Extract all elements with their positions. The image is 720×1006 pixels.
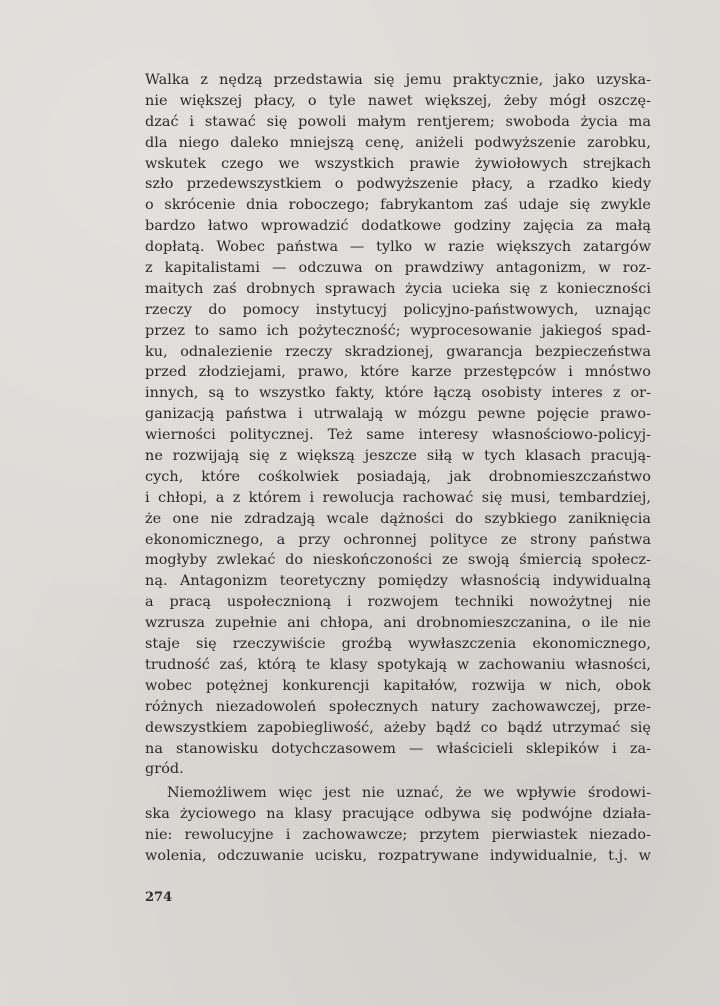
- text-line: ekonomicznego, a przy ochronnej polityce ze strony państwa: [145, 531, 651, 548]
- text-line: na stanowisku dotychczasowem — właścicieli sklepików i za-: [145, 740, 651, 757]
- text-line: wierności politycznej. Też same interesy własnościowo-policyj-: [145, 427, 651, 444]
- text-line: ganizacją państwa i utrwalają w mózgu pewne pojęcie prawo-: [145, 406, 651, 423]
- text-line: dla niego daleko mniejszą cenę, aniżeli podwyższenie zarobku,: [145, 134, 651, 151]
- text-line: różnych niezadowoleń społecznych natury zachowawczej, prze-: [145, 698, 651, 715]
- text-line: trudność zaś, którą te klasy spotykają w zachowaniu własności,: [145, 656, 651, 673]
- text-line: wobec potężnej konkurencji kapitałów, rozwija w nich, obok: [145, 677, 651, 694]
- text-line: dewszystkiem zapobiegliwość, ażeby bądź co bądź utrzymać się: [145, 719, 651, 736]
- text-line: szło przedewszystkiem o podwyższenie płacy, a rzadko kiedy: [145, 176, 651, 193]
- text-line: Walka z nędzą przedstawia się jemu praktycznie, jako uzyska-: [145, 72, 651, 88]
- text-line: o skrócenie dnia roboczego; fabrykantom zaś udaje się zwykle: [145, 197, 651, 214]
- text-line: ną. Antagonizm teoretyczny pomiędzy własnością indywidualną: [145, 573, 651, 590]
- text-line: mogłyby zwlekać do nieskończoności ze swoją śmiercią społecz-: [145, 552, 651, 569]
- paragraph-1: [145, 70, 651, 780]
- text-line: rzeczy do pomocy instytucyj policyjno-państwowych, uznając: [145, 301, 651, 318]
- page-number: 274: [145, 890, 173, 905]
- text-line: ska życiowego na klasy pracujące odbywa się podwójne działa-: [145, 806, 651, 823]
- paragraph-2: [145, 783, 651, 867]
- text-line: nie: rewolucyjne i zachowawcze; przytem pierwiastek niezado-: [145, 827, 651, 844]
- text-line: nie większej płacy, o tyle nawet większej, żeby mógł oszczę-: [145, 92, 651, 109]
- text-line: cych, które cośkolwiek posiadają, jak drobnomieszczaństwo: [145, 468, 651, 485]
- text-line: przez to samo ich pożyteczność; wyprocesowanie jakiegoś spad-: [145, 322, 651, 339]
- text-line: i chłopi, a z którem i rewolucja rachować się musi, tembardziej,: [145, 489, 651, 506]
- text-line: ne rozwijają się z większą jeszcze siłą w tych klasach pracują-: [145, 448, 651, 465]
- text-line: wolenia, odczuwanie ucisku, rozpatrywane indywidualnie, t.j. w: [145, 847, 651, 864]
- text-line: wskutek czego we wszystkich prawie żywiołowych strejkach: [145, 155, 651, 172]
- text-line: gród.: [145, 761, 184, 778]
- text-line: dzać i stawać się powoli małym rentjerem; swoboda życia ma: [145, 113, 651, 130]
- text-line: staje się rzeczywiście groźbą wywłaszczenia ekonomicznego,: [145, 636, 651, 653]
- text-line: a pracą uspołecznioną i rozwojem techniki nowożytnej nie: [145, 594, 651, 611]
- body-text: [145, 70, 651, 867]
- text-line: z kapitalistami — odczuwa on prawdziwy antagonizm, w roz-: [145, 260, 651, 277]
- text-line: ku, odnalezienie rzeczy skradzionej, gwarancja bezpieczeństwa: [145, 343, 651, 360]
- text-line: dopłatą. Wobec państwa — tylko w razie większych zatargów: [145, 239, 651, 256]
- text-line: że one nie zdradzają wcale dążności do szybkiego zaniknięcia: [145, 510, 651, 527]
- text-line: innych, są to wszystko fakty, które łączą osobisty interes z or-: [145, 385, 651, 402]
- text-line: Niemożliwem więc jest nie uznać, że we wpływie środowi-: [167, 785, 651, 802]
- text-line: przed złodziejami, prawo, które karze przestępców i mnóstwo: [145, 364, 651, 381]
- text-line: maitych zaś drobnych sprawach życia ucieka się z konieczności: [145, 280, 651, 297]
- text-line: wzrusza zupełnie ani chłopa, ani drobnomieszczanina, o ile nie: [145, 615, 651, 632]
- text-line: bardzo łatwo wprowadzić dodatkowe godziny zajęcia za małą: [145, 218, 651, 235]
